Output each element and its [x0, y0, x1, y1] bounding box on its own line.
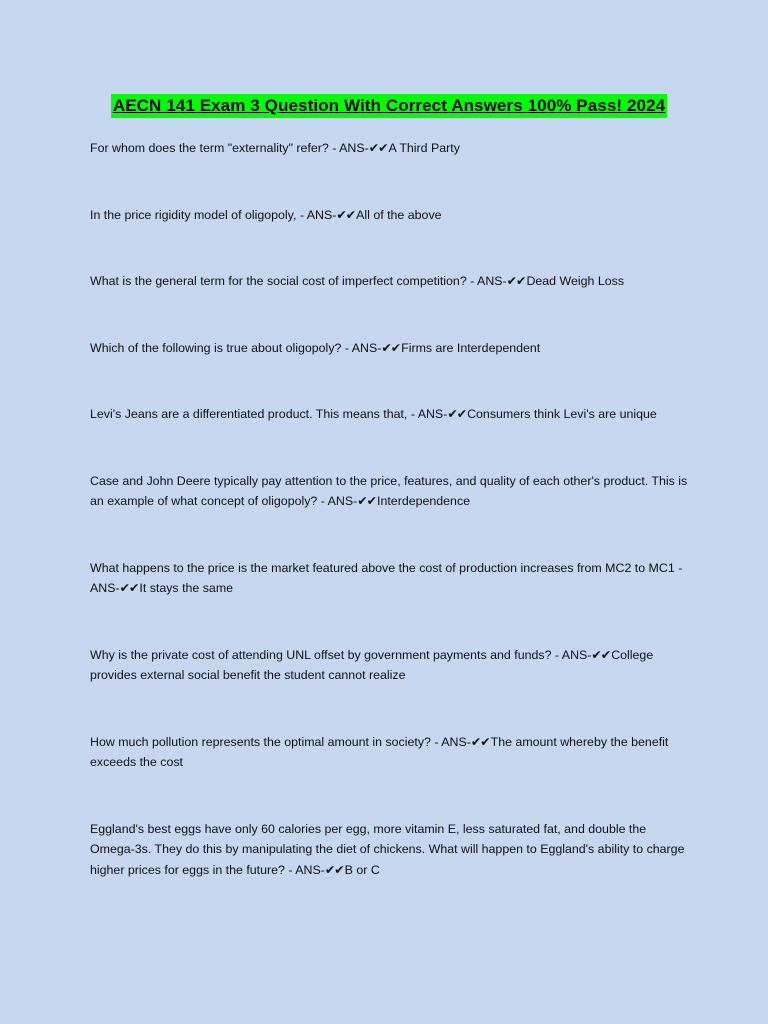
double-check-icon: ✔✔	[368, 141, 388, 155]
answer-prefix: - ANS-	[410, 407, 448, 421]
answer-text: B or C	[344, 862, 380, 877]
double-check-icon: ✔✔	[506, 274, 526, 288]
answer-prefix: - ANS-	[434, 734, 471, 749]
question-text: Levi's Jeans are a differentiated product. This means that,	[90, 407, 408, 421]
qa-item	[90, 558, 688, 599]
question-text: Which of the following is true about oligopoly?	[90, 340, 342, 355]
qa-item	[90, 471, 688, 512]
double-check-icon: ✔✔	[470, 734, 490, 749]
question-text: How much pollution represents the optimal amount in society?	[90, 734, 431, 749]
qa-item	[90, 645, 688, 686]
double-check-icon: ✔✔	[381, 340, 401, 355]
title-container	[90, 94, 688, 118]
qa-item	[90, 338, 688, 359]
answer-text: College provides external social benefit the student cannot realize	[90, 647, 654, 682]
qa-item	[90, 819, 688, 881]
question-text: Case and John Deere typically pay attention to the price, features, and quality of each other's product. This is an example of what concept of oligopoly?	[90, 473, 688, 508]
double-check-icon: ✔✔	[119, 581, 139, 595]
question-text: For whom does the term "externality" refer?	[90, 141, 329, 155]
question-text: In the price rigidity model of oligopoly,	[90, 207, 297, 222]
double-check-icon: ✔✔	[357, 494, 377, 508]
qa-item	[90, 205, 688, 226]
answer-prefix: - ANS-	[470, 274, 507, 288]
qa-item	[90, 271, 688, 292]
answer-text: The amount whereby the benefit exceeds the cost	[90, 734, 669, 769]
answer-prefix: - ANS-	[344, 340, 382, 355]
answer-text: Dead Weigh Loss	[526, 274, 625, 288]
answer-prefix: - ANS-	[299, 207, 337, 222]
double-check-icon: ✔✔	[591, 647, 611, 662]
qa-item	[90, 138, 688, 159]
answer-text: All of the above	[356, 207, 442, 222]
double-check-icon: ✔✔	[336, 207, 356, 222]
qa-item	[90, 732, 688, 773]
double-check-icon: ✔✔	[447, 407, 467, 421]
question-answer-list	[90, 138, 688, 880]
answer-prefix: - ANS-	[332, 141, 369, 155]
qa-item	[90, 404, 688, 425]
double-check-icon: ✔✔	[324, 862, 344, 877]
answer-prefix: - ANS-	[90, 560, 683, 595]
answer-text: Interdependence	[377, 494, 471, 508]
question-text: Eggland's best eggs have only 60 calories per egg, more vitamin E, less saturated fat, and double the Omega-3s. They do this by manipulating the diet of chickens. What will happen to Eggland's ability to charge higher prices for eggs in the future?	[90, 821, 685, 877]
answer-text: It stays the same	[139, 581, 234, 595]
answer-text: Firms are Interdependent	[401, 340, 541, 355]
answer-prefix: - ANS-	[554, 647, 592, 662]
answer-text: A Third Party	[388, 141, 460, 155]
answer-prefix: - ANS-	[288, 862, 325, 877]
answer-prefix: - ANS-	[320, 494, 358, 508]
question-text: Why is the private cost of attending UNL offset by government payments and funds?	[90, 647, 552, 662]
document-title: AECN 141 Exam 3 Question With Correct Answers 100% Pass! 2024	[111, 94, 667, 118]
question-text: What happens to the price is the market featured above the cost of production increases from MC2 to MC1	[90, 560, 675, 575]
question-text: What is the general term for the social cost of imperfect competition?	[90, 274, 467, 288]
answer-text: Consumers think Levi's are unique	[467, 407, 657, 421]
